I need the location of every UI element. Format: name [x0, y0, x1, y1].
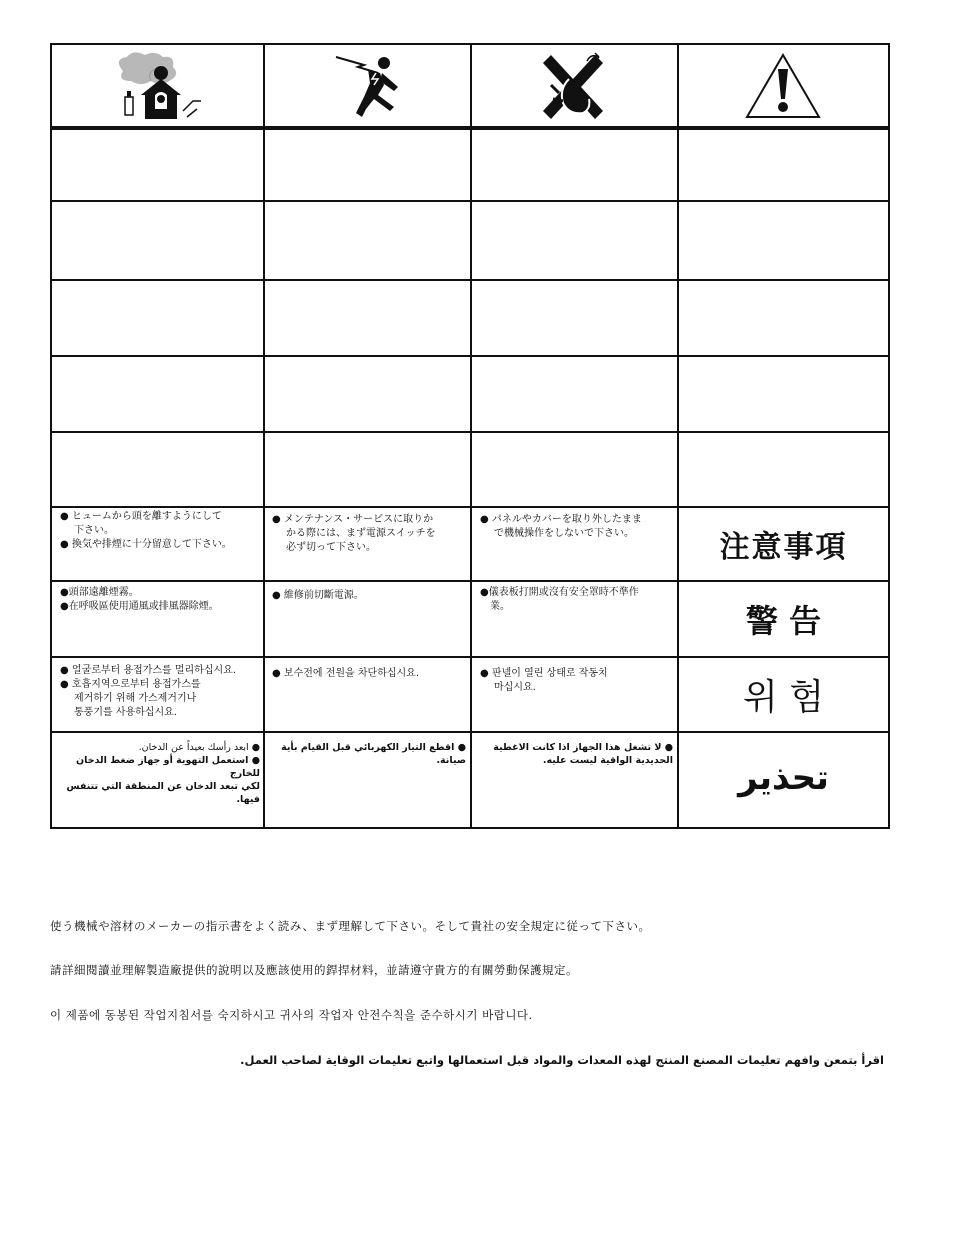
column-divider — [470, 45, 472, 827]
row-divider — [52, 355, 888, 357]
text-line: 제거하기 위해 가스제거기나 — [74, 693, 197, 704]
text-line: 마십시요. — [494, 682, 536, 693]
text-line: で機械操作をしないで下さい。 — [494, 528, 634, 539]
text-line: لكي تبعد الدخان عن المنطقة التي تتنفس فيها. — [66, 781, 260, 805]
chinese-moving-parts-text — [480, 586, 675, 614]
korean-fumes-text — [60, 664, 265, 720]
japanese-fumes-text — [60, 510, 260, 552]
fumes-icon — [52, 45, 263, 127]
korean-moving-parts-text — [480, 667, 675, 695]
row-divider — [52, 200, 888, 202]
text-line: ● اقطع التيار الكهربائي قبل القيام بأية صيانة. — [281, 742, 466, 766]
warning-triangle-icon — [678, 45, 888, 127]
footer-japanese: 使う機械や溶材のメーカーの指示書をよく読み、まず理解して下さい。そして貴社の安全規定に従って下さい。 — [50, 919, 651, 933]
text-line: ● 換気や排煙に十分留意して下さい。 — [60, 539, 232, 550]
japanese-shock-text — [272, 513, 467, 555]
text-line: 必ず切って下さい。 — [286, 542, 376, 553]
text-line: かる際には、まず電源スイッチを — [286, 528, 436, 539]
chinese-shock-text — [272, 589, 467, 603]
chinese-heading: 警 告 — [745, 602, 822, 640]
arabic-fumes-text — [60, 741, 260, 806]
arabic-shock-text — [266, 741, 466, 767]
japanese-heading: 注意事項 — [719, 530, 848, 565]
text-line: ● メンテナンス・サービスに取りか — [272, 514, 434, 525]
row-divider — [52, 431, 888, 433]
text-line: ● 얼굴로부터 용접가스를 멀리하십시요. — [60, 665, 237, 676]
text-line: الحديدية الواقية ليست عليه. — [542, 755, 673, 766]
text-line: ● 보수전에 전원을 차단하십시요. — [272, 668, 420, 679]
arabic-heading: تحذير — [738, 758, 829, 798]
text-line: ● لا تشغل هذا الجهاز اذا كانت الاغطية — [493, 742, 673, 753]
text-line: 下さい。 — [74, 525, 114, 536]
text-line: ● パネルやカバーを取り外したまま — [480, 514, 642, 525]
chinese-fumes-text — [60, 586, 260, 614]
text-line: ●在呼吸區使用通風或排風器除煙。 — [60, 601, 219, 612]
text-line: ●頭部遠離煙霧。 — [60, 587, 139, 598]
korean-shock-text — [272, 667, 467, 681]
text-line: ● استعمل التهوية أو جهاز ضغط الدخان للخارج — [76, 755, 260, 779]
electric-shock-icon — [264, 45, 470, 127]
footer-korean: 이 제품에 동봉된 작업지침서를 숙지하시고 귀사의 작업자 안전수칙을 준수하시기 바랍니다. — [50, 1008, 533, 1022]
korean-heading: 위 험 — [743, 677, 824, 718]
text-line: ● 판넬이 열린 상태로 작동치 — [480, 668, 608, 679]
safety-warning-table — [50, 43, 890, 829]
text-line: 業。 — [490, 601, 510, 612]
text-line: ● ヒュームから頭を離すようにして — [60, 511, 222, 522]
arabic-moving-parts-text — [473, 741, 673, 767]
text-line: 통풍기를 사용하십시요. — [74, 707, 177, 718]
text-line: ● ابعد رأسك بعيداً عن الدخان. — [138, 742, 260, 753]
footer-arabic: اقرأ بتمعن وافهم تعليمات المصنع المنتج لهذه المعدات والمواد قبل استعمالها واتبع تعليمات الوقاية لصاحب العمل. — [240, 1053, 884, 1067]
text-line: ●儀表板打開或沒有安全罩時不準作 — [480, 587, 639, 598]
text-line: ● 維修前切斷電源。 — [272, 590, 364, 601]
japanese-moving-parts-text — [480, 513, 675, 541]
text-line: ● 호흡지역으로부터 용접가스를 — [60, 679, 201, 690]
row-divider — [52, 279, 888, 281]
moving-parts-hand-icon — [471, 45, 677, 127]
footer-chinese: 請詳細閱讀並理解製造廠提供的說明以及應該使用的銲捍材料，並請遵守貴方的有關勞動保護規定。 — [50, 963, 578, 977]
